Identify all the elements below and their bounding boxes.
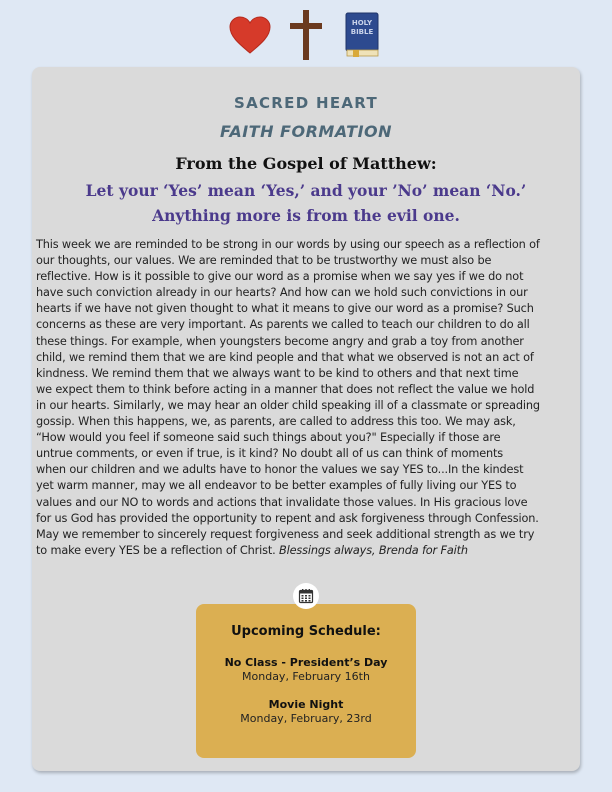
newsletter-card xyxy=(32,67,580,771)
gospel-heading: From the Gospel of Matthew: xyxy=(175,154,437,173)
body-line: May we remember to sincerely request forgiveness and seek additional strength as we try xyxy=(36,527,535,541)
schedule-title: Upcoming Schedule: xyxy=(231,624,381,639)
body-line: we expect them to think before acting in a manner that does not reflect the value we hold xyxy=(36,382,535,396)
body-last-line: to make every YES be a reflection of Christ. Blessings always, Brenda for Faith xyxy=(36,543,468,557)
org-title: SACRED HEART xyxy=(233,94,378,112)
event-date: Monday, February, 23rd xyxy=(240,712,372,725)
body-line: child, we remind them that we are kind people and that what we observed is not an act of xyxy=(36,350,534,364)
signature: Blessings always, Brenda for Faith xyxy=(278,543,468,557)
body-line: concerns as these are very important. As parents we called to teach our children to do all xyxy=(36,318,530,332)
svg-text:HOLY: HOLY xyxy=(351,19,373,27)
bible-icon xyxy=(339,11,385,59)
body-line: our thoughts, our values. We are reminded that to be trustworthy we must also be xyxy=(36,254,492,268)
svg-text:BIBLE: BIBLE xyxy=(350,28,374,36)
event-name: Movie Night xyxy=(268,698,344,711)
verse-line-1: Let your ‘Yes’ mean ‘Yes,’ and your ’No’ mean ‘No.’ xyxy=(85,181,527,200)
body-line: yet warm manner, may we all endeavor to be better examples of fully living our YES to xyxy=(36,479,517,493)
body-line: for us God has provided the opportunity to repent and ask forgiveness through Confession. xyxy=(36,511,539,525)
body-line: have such conviction already in our hearts? And how can we hold such convictions in our xyxy=(36,286,528,300)
body-line: when our children and we adults have to honor the values we say YES to...In the kindest xyxy=(36,463,524,477)
body-line: values and our NO to words and actions that invalidate those values. In His gracious love xyxy=(36,495,528,509)
upcoming-schedule-box xyxy=(196,604,416,758)
body-line: in our hearts. Similarly, we may hear an older child speaking ill of a classmate or spreading xyxy=(36,398,540,412)
cross-icon xyxy=(283,11,329,59)
body-line: gossip. When this happens, we, as parents, are called to address this too. We may ask, xyxy=(36,415,516,429)
header-icons xyxy=(0,10,612,60)
schedule-event xyxy=(196,698,416,726)
verse-line-2: Anything more is from the evil one. xyxy=(152,206,460,225)
event-date: Monday, February 16th xyxy=(242,670,370,683)
body-line: reflective. How is it possible to give our word as a promise when we say yes if we do not xyxy=(36,270,524,284)
body-line: kindness. We remind them that we always want to be kind to others and that next time xyxy=(36,366,519,380)
body-line: untrue comments, or even if true, is it kind? No doubt all of us can think of moments xyxy=(36,447,504,461)
body-line: hearts if we have not given thought to what it means to give our word as a promise? Such xyxy=(36,302,534,316)
program-title: FAITH FORMATION xyxy=(219,122,393,141)
body-line: This week we are reminded to be strong in our words by using our speech as a reflection of xyxy=(36,238,540,251)
schedule-event xyxy=(196,656,416,684)
calendar-icon xyxy=(293,583,319,609)
body-line: “How would you feel if someone said such things about you?" Especially if those are xyxy=(36,431,501,445)
event-name: No Class - President’s Day xyxy=(224,656,388,669)
body-line: these things. For example, when youngsters become angry and grab a toy from another xyxy=(36,334,524,348)
heart-icon xyxy=(227,11,273,59)
reflection-body xyxy=(36,237,582,559)
